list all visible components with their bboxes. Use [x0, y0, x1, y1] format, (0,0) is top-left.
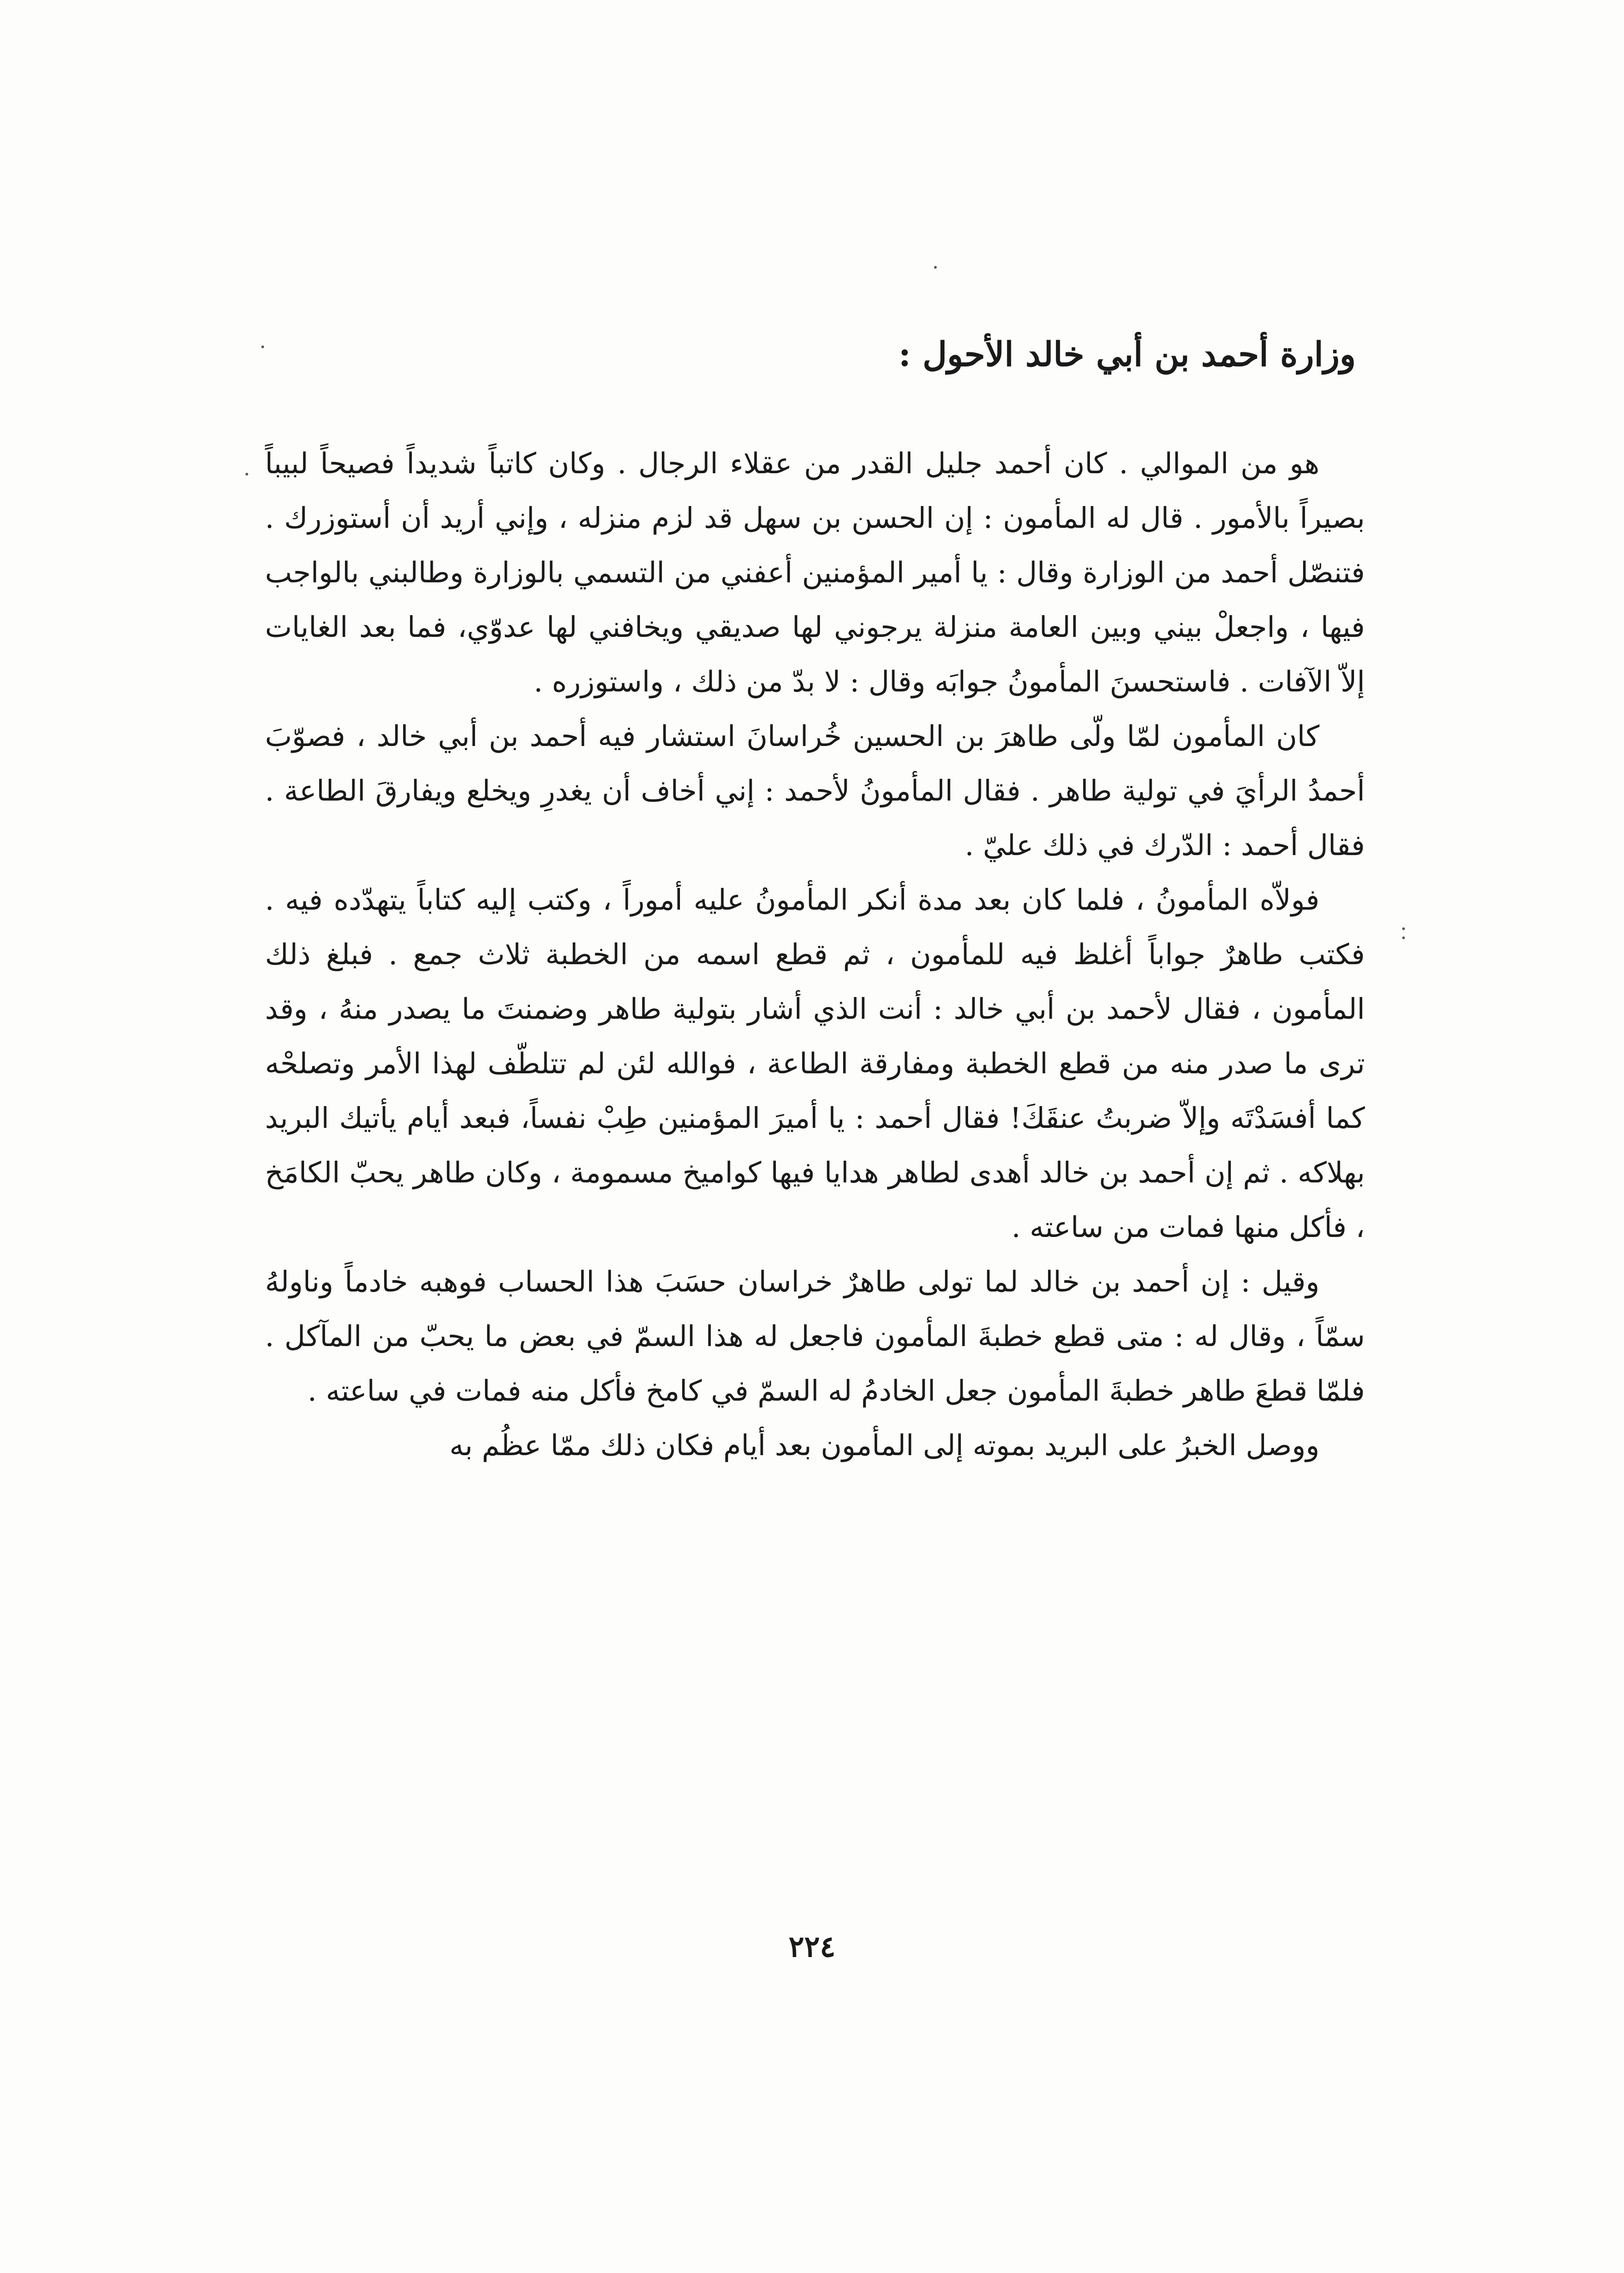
- paragraph: فولاّه المأمونُ ، فلما كان بعد مدة أنكر المأمونُ عليه أموراً ، وكتب إليه كتاباً يتهدّده فيه . فكتب طاهرٌ جواباً أغلظ فيه للمأمون ، ثم قطع اسمه من الخطبة ثلاث جمع . فبلغ ذلك المأمون ، فقال لأحمد بن أبي خالد : أنت الذي أشار بتولية طاهر وضمنتَ ما يصدر منهُ ، وقد ترى ما صدر منه من قطع الخطبة ومفارقة الطاعة ، فوالله لئن لم تتلطّف لهذا الأمر وتصلحْه كما أفسَدْتَه وإلاّ ضربتُ عنقَكَ! فقال أحمد : يا أميرَ المؤمنين طِبْ نفساً، فبعد أيام يأتيك البريد بهلاكه . ثم إن أحمد بن خالد أهدى لطاهر هدايا فيها كواميخ مسمومة ، وكان طاهر يحبّ الكامَخ ، فأكل منها فمات من ساعته .: [265, 883, 1365, 1244]
- ink-speck: [934, 266, 937, 269]
- section-heading: وزارة أحمد بن أبي خالد الأحول :: [898, 335, 1356, 374]
- page-number: ٢٢٤: [788, 1930, 836, 1964]
- paragraph: ووصل الخبرُ على البريد بموته إلى المأمون بعد أيام فكان ذلك ممّا عظُم به: [449, 1429, 1319, 1462]
- ink-speck: [245, 473, 248, 476]
- paragraph: وقيل : إن أحمد بن خالد لما تولى طاهرٌ خراسان حسَبَ هذا الحساب فوهبه خادماً وناولهُ سمّاً ، وقال له : متى قطع خطبةَ المأمون فاجعل له هذا السمّ في بعض ما يحبّ من المآكل . فلمّا قطعَ طاهر خطبةَ المأمون جعل الخادمُ له السمّ في كامخ فأكل منه فمات في ساعته .: [265, 1265, 1365, 1407]
- paragraph: هو من الموالي . كان أحمد جليل القدر من عقلاء الرجال . وكان كاتباً شديداً فصيحاً لبيباً بصيراً بالأمور . قال له المأمون : إن الحسن بن سهل قد لزم منزله ، وإني أريد أن أستوزرك . فتنصّل أحمد من الوزارة وقال : يا أمير المؤمنين أعفني من التسمي بالوزارة وطالبني بالواجب فيها ، واجعلْ بيني وبين العامة منزلة يرجوني لها صديقي ويخافني لها عدوّي، فما بعد الغايات إلاّ الآفات . فاستحسنَ المأمونُ جوابَه وقال : لا بدّ من ذلك ، واستوزره .: [265, 447, 1365, 698]
- paragraph: كان المأمون لمّا ولّى طاهرَ بن الحسين خُراسانَ استشار فيه أحمد بن أبي خالد ، فصوّبَ أحمدُ الرأيَ في تولية طاهر . فقال المأمونُ لأحمد : إني أخاف أن يغدرِ ويخلع ويفارقَ الطاعة . فقال أحمد : الدّرك في ذلك عليّ .: [265, 720, 1365, 862]
- ink-speck: [1402, 936, 1405, 939]
- ink-speck: [261, 345, 264, 348]
- body-text: [265, 436, 1365, 1473]
- ink-speck: [1402, 927, 1405, 930]
